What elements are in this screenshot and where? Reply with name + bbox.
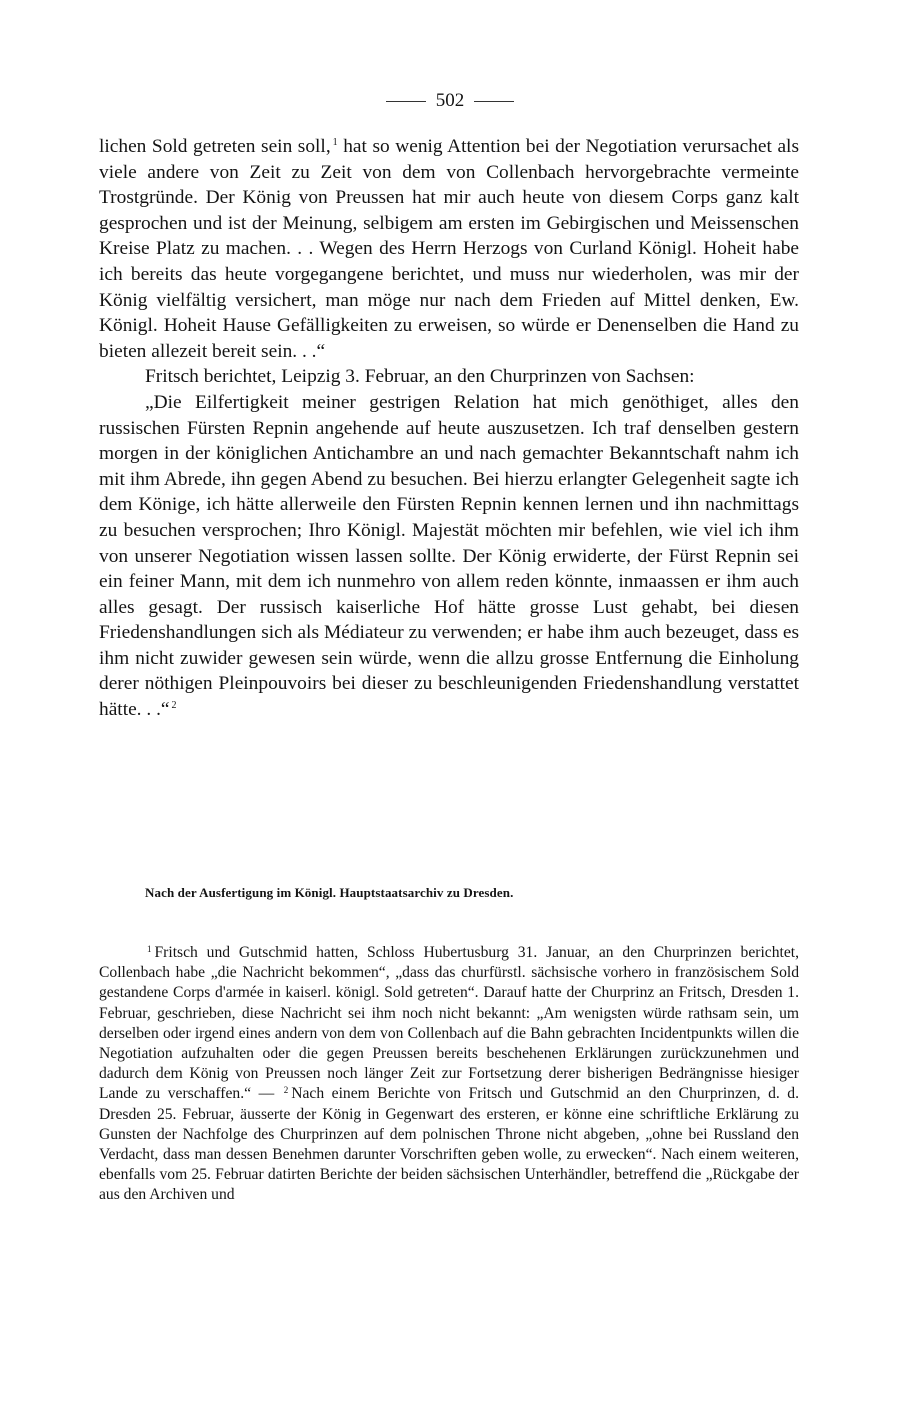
paragraph-3 <box>99 390 799 723</box>
footnote-1 <box>99 943 799 1206</box>
page-number: 502 <box>435 90 465 111</box>
footnote-ref-2: 2 <box>171 700 177 712</box>
footnote-mark-1: 1 <box>147 944 152 954</box>
page-header <box>0 88 900 114</box>
paragraph-1-rest: hat so wenig Attention bei der Negotiation verursachet als viele andere von Zeit zu Zeit von dem von Collenbach hervorgebrachte vermeinte Trostgründe. Der König von Preussen hat mir auch heute von diesem Corps ganz kalt gesprochen und ist der Meinung, selbigem am ersten im Gebirgischen und Meissenschen Kreise Platz zu machen. . . Wegen des Herrn Herzogs von Curland Königl. Hoheit habe ich bereits das heute vorgegangene berichtet, und muss nur wiederholen, was mir der König vielfältig versichert, man möge nur nach dem Frieden auf Mittel denken, Ew. Königl. Hoheit Hause Gefälligkeiten zu erweisen, so würde er Denenselben die Hand zu bieten allezeit bereit sein. . .“ <box>99 136 799 362</box>
paragraph-1 <box>99 134 799 364</box>
footnote-2-text: Nach einem Berichte von Fritsch und Gutschmid an den Churprinzen, d. d. Dresden 25. Februar, äusserte der König in Gegenwart des ersteren, er könne eine schriftliche Erklärung zu Gunsten der Nachfolge des Churprinzen auf dem polnischen Throne nicht abgeben, „ohne bei Russland den Verdacht, dass man dessen Benehmen darunter Vorschriften geben wolle, zu erwecken“. Nach einem weiteren, ebenfalls vom 25. Februar datirten Berichte der beiden sächsischen Unterhändler, betreffend die „Rückgabe der aus den Archiven und <box>99 1085 799 1204</box>
paragraph-2: Fritsch berichtet, Leipzig 3. Februar, an den Churprinzen von Sachsen: <box>145 366 695 388</box>
source-note: Nach der Ausfertigung im Königl. Hauptstaatsarchiv zu Dresden. <box>145 885 514 900</box>
footnote-1-text: Fritsch und Gutschmid hatten, Schloss Hubertusburg 31. Januar, an den Churprinzen berichtet, Collenbach habe „die Nachricht bekommen“, „dass das churfürstl. sächsische vorhero in französischem Sold gestandene Corps d'armée in kaiserl. königl. Sold getreten“. Darauf hatte der Churprinz an Fritsch, Dresden 1. Februar, geschrieben, diese Nachricht sei ihm noch nicht bekannt: „Am wenigsten würde rathsam sein, um derselben oder irgend eines andern von dem von Collenbach auf die Bahn gebrachten Incidentpunkts willen die Negotiation aufzuhalten oder die gegen Preussen bereits beschehenen Erklärungen zurückzunehmen und dadurch dem König von Preussen noch länger Zeit zur Fortsetzung derer bisherigen Bedrängnisse hiesiger Lande zu verschaffen.“ — <box>99 944 799 1103</box>
paragraph-1-start: lichen Sold getreten sein soll, <box>99 136 331 157</box>
footnotes <box>99 943 799 1206</box>
footnote-mark-2: 2 <box>283 1085 289 1096</box>
paragraph-3-text: „Die Eilfertigkeit meiner gestrigen Relation hat mich genöthiget, alles den russischen Fürsten Repnin angehende auf heute auszusetzen. Ich traf denselben gestern morgen in der königlichen Antichambre an und nach gemachter Bekanntschaft nahm ich mit ihm Abrede, ihn gegen Abend zu besuchen. Bei hierzu erlangter Gelegenheit sagte ich dem Könige, ich hätte allerweile den Fürsten Repnin kennen lernen und ihn nachmittags zu besuchen versprochen; Ihro Königl. Majestät möchten mir befehlen, wie viel ich ihm von unserer Negotiation wissen lassen sollte. Der König erwiderte, der Fürst Repnin sei ein feiner Mann, mit dem ich nunmehro von allem reden könnte, inmaassen er ihm auch alles gesagt. Der russisch kaiserliche Hof hätte grosse Lust gehabt, bei diesen Friedenshandlungen sich als Médiateur zu verwenden; er habe ihm auch bezeuget, dass es ihm nicht zuwider gewesen sein würde, wenn die allzu grosse Entfernung die Einholung derer nöthigen Pleinpouvoirs bei dieser zu beschleunigenden Friedenshandlung verstattet hätte. . .“ <box>99 391 799 721</box>
header-rule-right <box>474 101 514 102</box>
header-rule-left <box>386 101 426 102</box>
footnote-ref-1: 1 <box>332 137 338 148</box>
main-text <box>99 134 799 723</box>
